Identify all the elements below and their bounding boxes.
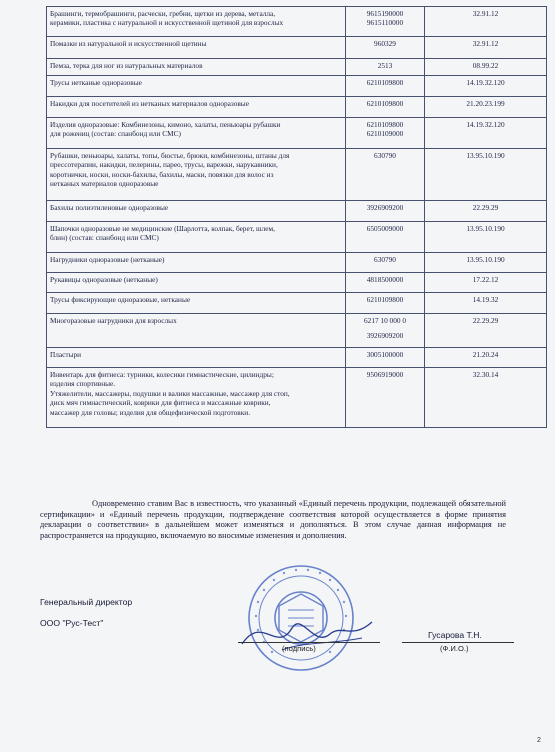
signer-title: Генеральный директор	[40, 597, 133, 607]
signer-name: Гусарова Т.Н.	[428, 630, 482, 640]
tnved-code: 3926909200	[366, 203, 404, 212]
okpd-code: 32.91.12	[472, 39, 499, 48]
okpd-code-cell	[425, 201, 547, 222]
product-name-cell	[47, 118, 346, 149]
table-row	[47, 222, 547, 253]
product-name-line: нетканых материалов одноразовые	[50, 179, 159, 189]
table-row	[47, 118, 547, 149]
tnved-code-cell	[346, 293, 425, 314]
tnved-code: 630790	[374, 255, 396, 264]
table-row	[47, 149, 547, 201]
table-row	[47, 348, 547, 368]
okpd-code-cell	[425, 273, 547, 293]
notice-paragraph	[40, 499, 506, 541]
product-name-cell	[47, 253, 346, 273]
table-row	[47, 293, 547, 314]
name-caption: (Ф.И.О.)	[440, 644, 469, 653]
table-row	[47, 253, 547, 273]
tnved-code-cell	[346, 222, 425, 253]
table-row	[47, 97, 547, 118]
table-row	[47, 7, 547, 37]
okpd-code-cell	[425, 348, 547, 368]
product-name-line: блин) (состав: спанбонд или СМС)	[50, 233, 159, 243]
product-name-line: диск мяч гимнастический, коврики для фитнеса и массажные коврики,	[50, 398, 271, 408]
tnved-code: 6505009000	[366, 224, 404, 233]
product-name-line: Инвентарь для фитнеса: турники, колесики гимнастические, цилиндры;	[50, 370, 274, 379]
tnved-code: 6210109800	[366, 295, 404, 304]
okpd-code-cell	[425, 37, 547, 59]
product-name-cell	[47, 97, 346, 118]
okpd-code: 17.22.12	[472, 275, 499, 284]
signature-line	[238, 642, 380, 643]
tnved-code-cell	[346, 59, 425, 76]
product-name-line: коротнички, носки, носки-бахилы, бахилы, маски, повязки для волос из	[50, 169, 274, 179]
tnved-code-cell	[346, 253, 425, 273]
product-name-line: Изделия одноразовые: Комбинезоны, кимоно, халаты, пеньюары рубашки	[50, 120, 281, 129]
table-row	[47, 273, 547, 293]
okpd-code-cell	[425, 222, 547, 253]
product-table	[46, 6, 547, 428]
product-name-cell	[47, 201, 346, 222]
okpd-code: 14.19.32.120	[466, 120, 505, 129]
product-name-line: Многоразовые нагрудники для взрослых	[50, 316, 177, 325]
product-name-line: Бахилы полиэтиленовые одноразовые	[50, 203, 169, 212]
product-name-cell	[47, 348, 346, 368]
product-name-line: прессотерапии, накидки, пелерины, парео, трусы, варежки, нарукавники,	[50, 160, 278, 170]
tnved-code: 9615110000	[366, 18, 404, 28]
okpd-code: 21.20.24	[472, 350, 499, 359]
tnved-code-cell	[346, 368, 425, 428]
okpd-code: 13.95.10.190	[466, 255, 505, 264]
okpd-code-cell	[425, 59, 547, 76]
product-name-cell	[47, 293, 346, 314]
tnved-code-cell	[346, 37, 425, 59]
tnved-code: 6210109800	[366, 78, 404, 87]
tnved-code-cell	[346, 201, 425, 222]
tnved-code: 6210109800	[366, 120, 404, 129]
okpd-code-cell	[425, 293, 547, 314]
product-name-line: Трусы фиксирующие одноразовые, нетканые	[50, 295, 191, 304]
okpd-code: 22.29.29	[472, 203, 499, 212]
okpd-code: 13.95.10.190	[466, 151, 505, 160]
product-name-cell	[47, 314, 346, 348]
product-name-line: Накидки для посетителей из нетканых материалов одноразовые	[50, 99, 249, 108]
table-row	[47, 314, 547, 348]
product-name-cell	[47, 59, 346, 76]
product-name-cell	[47, 149, 346, 201]
table-row	[47, 76, 547, 97]
tnved-code: 630790	[374, 151, 396, 160]
tnved-code: 3926909200	[366, 331, 404, 341]
tnved-code: 3005100000	[366, 350, 404, 359]
product-name-cell	[47, 273, 346, 293]
tnved-code: 9506919000	[366, 370, 404, 379]
okpd-code: 08.99.22	[472, 61, 499, 70]
tnved-code-cell	[346, 273, 425, 293]
table-row	[47, 59, 547, 76]
tnved-code: 9615190000	[366, 9, 404, 18]
okpd-code: 32.30.14	[472, 370, 499, 379]
signer-organization: ООО "Рус-Тест"	[40, 618, 104, 628]
product-name-line: Утяжелители, массажеры, подушки и валики массажные, массажер для стоп,	[50, 388, 290, 398]
product-name-cell	[47, 222, 346, 253]
okpd-code: 14.19.32.120	[466, 78, 505, 87]
tnved-code-cell	[346, 118, 425, 149]
product-name-line: Пластыри	[50, 350, 82, 359]
product-name-line: керамики, пластика с натуральной и искусственной щетиной для взрослых	[50, 18, 284, 28]
handwritten-signature	[222, 604, 392, 664]
okpd-code-cell	[425, 368, 547, 428]
tnved-code-cell	[346, 76, 425, 97]
okpd-code: 32.91.12	[472, 9, 499, 18]
product-name-line: Трусы нетканые одноразовые	[50, 78, 142, 87]
tnved-code-cell	[346, 149, 425, 201]
tnved-code: 6217 10 000 0	[364, 316, 406, 325]
name-line	[402, 642, 514, 643]
tnved-code: 2513	[377, 61, 393, 70]
table-row	[47, 37, 547, 59]
okpd-code: 21.20.23.199	[466, 99, 505, 108]
product-name-line: Рубашки, пеньюары, халаты, топы, бюстье, брюки, комбинезоны, штаны для	[50, 151, 290, 160]
okpd-code-cell	[425, 76, 547, 97]
okpd-code-cell	[425, 314, 547, 348]
tnved-code: 4818500000	[366, 275, 404, 284]
product-name-line: Помазки из натуральной и искусственной щетины	[50, 39, 207, 48]
table-row	[47, 201, 547, 222]
product-name-line: Рукавицы одноразовые (нетканые)	[50, 275, 158, 284]
tnved-code-cell	[346, 97, 425, 118]
product-name-line: Брашинги, термобрашинги, расчески, гребни, щетки из дерева, металла,	[50, 9, 276, 18]
product-name-line: Шапочки одноразовые не медицинские (Шарлотта, колпак, берет, шлем,	[50, 224, 275, 233]
product-name-line: для рожениц (состав: спанбонд или СМС)	[50, 129, 181, 139]
tnved-code-cell	[346, 7, 425, 37]
okpd-code: 14.19.32	[472, 295, 499, 304]
okpd-code-cell	[425, 149, 547, 201]
page-number: 2	[537, 737, 541, 744]
okpd-code: 13.95.10.190	[466, 224, 505, 233]
tnved-code-cell	[346, 348, 425, 368]
product-name-cell	[47, 76, 346, 97]
tnved-code: 6210109000	[366, 129, 404, 139]
product-name-cell	[47, 7, 346, 37]
tnved-code: 960329	[374, 39, 396, 48]
product-name-cell	[47, 368, 346, 428]
okpd-code-cell	[425, 97, 547, 118]
notice-text: Одновременно ставим Вас в известность, что указанный «Единый перечень продукции, подлежащей обязательной сертификации» и «Единый перечень продукции, подтверждение соответствия которой осуществляется в форме принятия декларации о соответствии» в дальнейшем может изменяться и дополняться. В этом случае данная информация не распространяется на продукцию, включаемую во вносимые изменения и дополнения.	[40, 499, 506, 540]
product-name-cell	[47, 37, 346, 59]
product-name-line: Пемза, терка для ног из натуральных материалов	[50, 61, 203, 70]
product-name-line: Нагрудники одноразовые (нетканые)	[50, 255, 165, 264]
product-name-line: изделия спортивные.	[50, 379, 116, 389]
product-name-line: массажер для головы; изделия для общефизической подготовки.	[50, 407, 251, 417]
okpd-code: 22.29.29	[472, 316, 499, 325]
signature-caption: (подпись)	[282, 644, 316, 653]
okpd-code-cell	[425, 118, 547, 149]
tnved-code: 6210109800	[366, 99, 404, 108]
tnved-code-cell	[346, 314, 425, 348]
table-row	[47, 368, 547, 428]
okpd-code-cell	[425, 7, 547, 37]
okpd-code-cell	[425, 253, 547, 273]
